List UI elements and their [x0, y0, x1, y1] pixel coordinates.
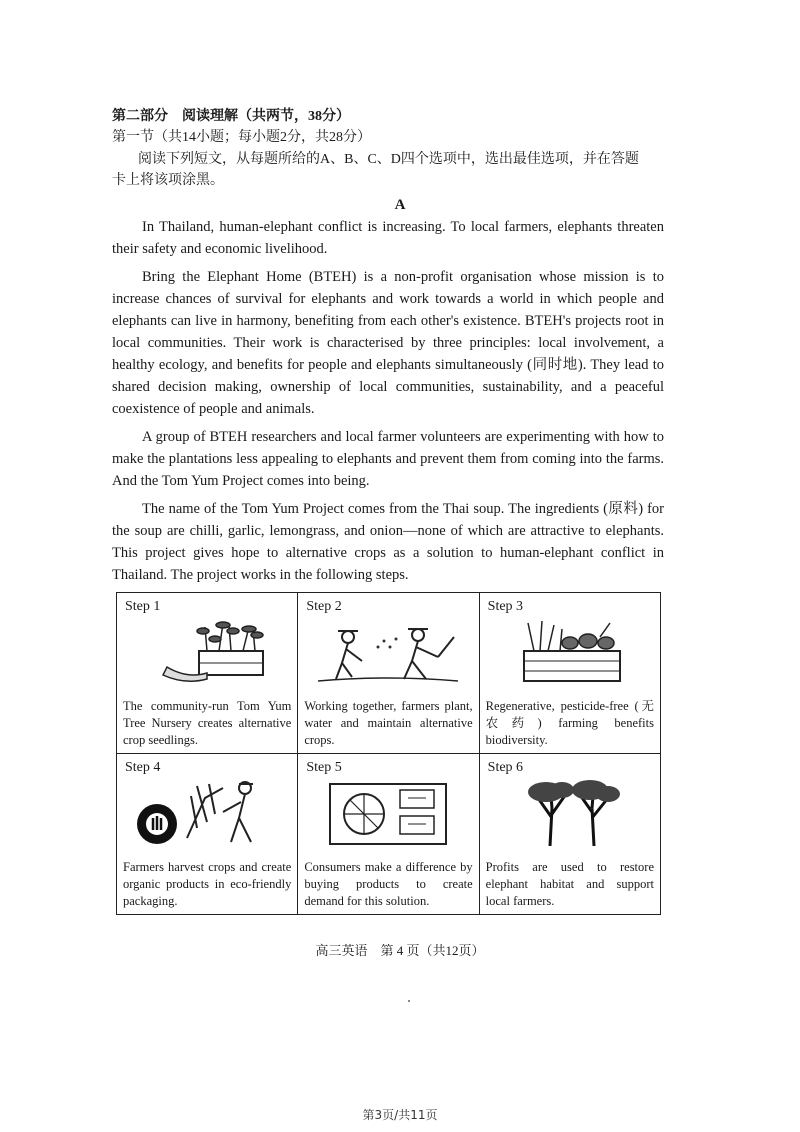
step-caption: Regenerative, pesticide-free (无农药) farming benefits biodiversity. — [485, 699, 654, 747]
step-label: Step 5 — [306, 760, 342, 775]
document-page-count: 第3页/共11页 — [362, 1108, 438, 1122]
part-title: 第二部分 阅读理解（共两节，38分） — [112, 109, 350, 124]
step-label: Step 2 — [306, 599, 342, 614]
step-label: Step 1 — [125, 599, 161, 614]
step-cell-1 — [117, 593, 298, 754]
instruction-line-1: 阅读下列短文，从每题所给的A、B、C、D四个选项中，选出最佳选项，并在答题 — [138, 152, 639, 167]
paragraph-2: Bring the Elephant Home (BTEH) is a non-profit organisation whose mission is to increase chances of survival for elephants and work towards a world in which people and elephants can live in harmony, benefiting from each other's existence. BTEH's projects root in local communities. Their work is characterised by three principles: local involvement, a healthy ecology, and benefits for people and elephants simultaneously (同时地). They lead to shared decision making, ownership of local communities, sustainability, and a peaceful coexistence of people and animals. — [112, 269, 664, 417]
step-caption: Farmers harvest crops and create organic products in eco-friendly packaging. — [123, 860, 292, 908]
step-cell-6 — [479, 754, 660, 915]
trees-icon — [490, 778, 650, 846]
passage-body — [112, 216, 664, 592]
scan-speck — [408, 1000, 410, 1002]
passage-letter: A — [394, 197, 406, 213]
paragraph-4: The name of the Tom Yum Project comes from the Thai soup. The ingredients (原料) for the soup are chilli, garlic, lemongrass, and onion—none of which are attractive to elephants. This project gives hope to alternative crops as a solution to human-elephant conflict in Thailand. The project works in the following steps. — [112, 501, 664, 583]
step-label: Step 6 — [487, 760, 524, 775]
step-cell-5 — [298, 754, 479, 915]
step-label: Step 3 — [487, 599, 524, 614]
step-cell-3 — [479, 593, 660, 754]
seedling-box-icon — [127, 617, 287, 685]
product-boxes-icon — [308, 778, 468, 846]
step-caption: Consumers make a difference by buying products to create demand for this solution. — [304, 860, 473, 908]
paragraph-1: In Thailand, human-elephant conflict is increasing. To local farmers, elephants threaten their safety and economic livelihood. — [112, 219, 664, 257]
step-cell-2 — [298, 593, 479, 754]
farmers-planting-icon — [308, 617, 468, 685]
step-label: Step 4 — [125, 760, 161, 775]
instruction-line-2: 卡上将该项涂黑。 — [112, 173, 224, 188]
step-caption: Working together, farmers plant, water and maintain alternative crops. — [304, 699, 473, 747]
exam-page-info: 高三英语 第 4 页（共12页） — [315, 943, 485, 958]
step-caption: Profits are used to restore elephant habitat and support local farmers. — [485, 860, 654, 908]
paragraph-3: A group of BTEH researchers and local farmer volunteers are experimenting with how to make the plantations less appealing to elephants and prevent them from coming into the farms. And the Tom Yum Project comes into being. — [112, 429, 664, 489]
step-cell-4 — [117, 754, 298, 915]
harvest-logo-icon — [127, 778, 287, 846]
steps-table — [116, 592, 661, 915]
section-title: 第一节（共14小题；每小题2分，共28分） — [112, 130, 371, 145]
vegetable-crate-icon — [490, 617, 650, 685]
step-caption: The community-run Tom Yum Tree Nursery creates alternative crop seedlings. — [123, 699, 292, 747]
